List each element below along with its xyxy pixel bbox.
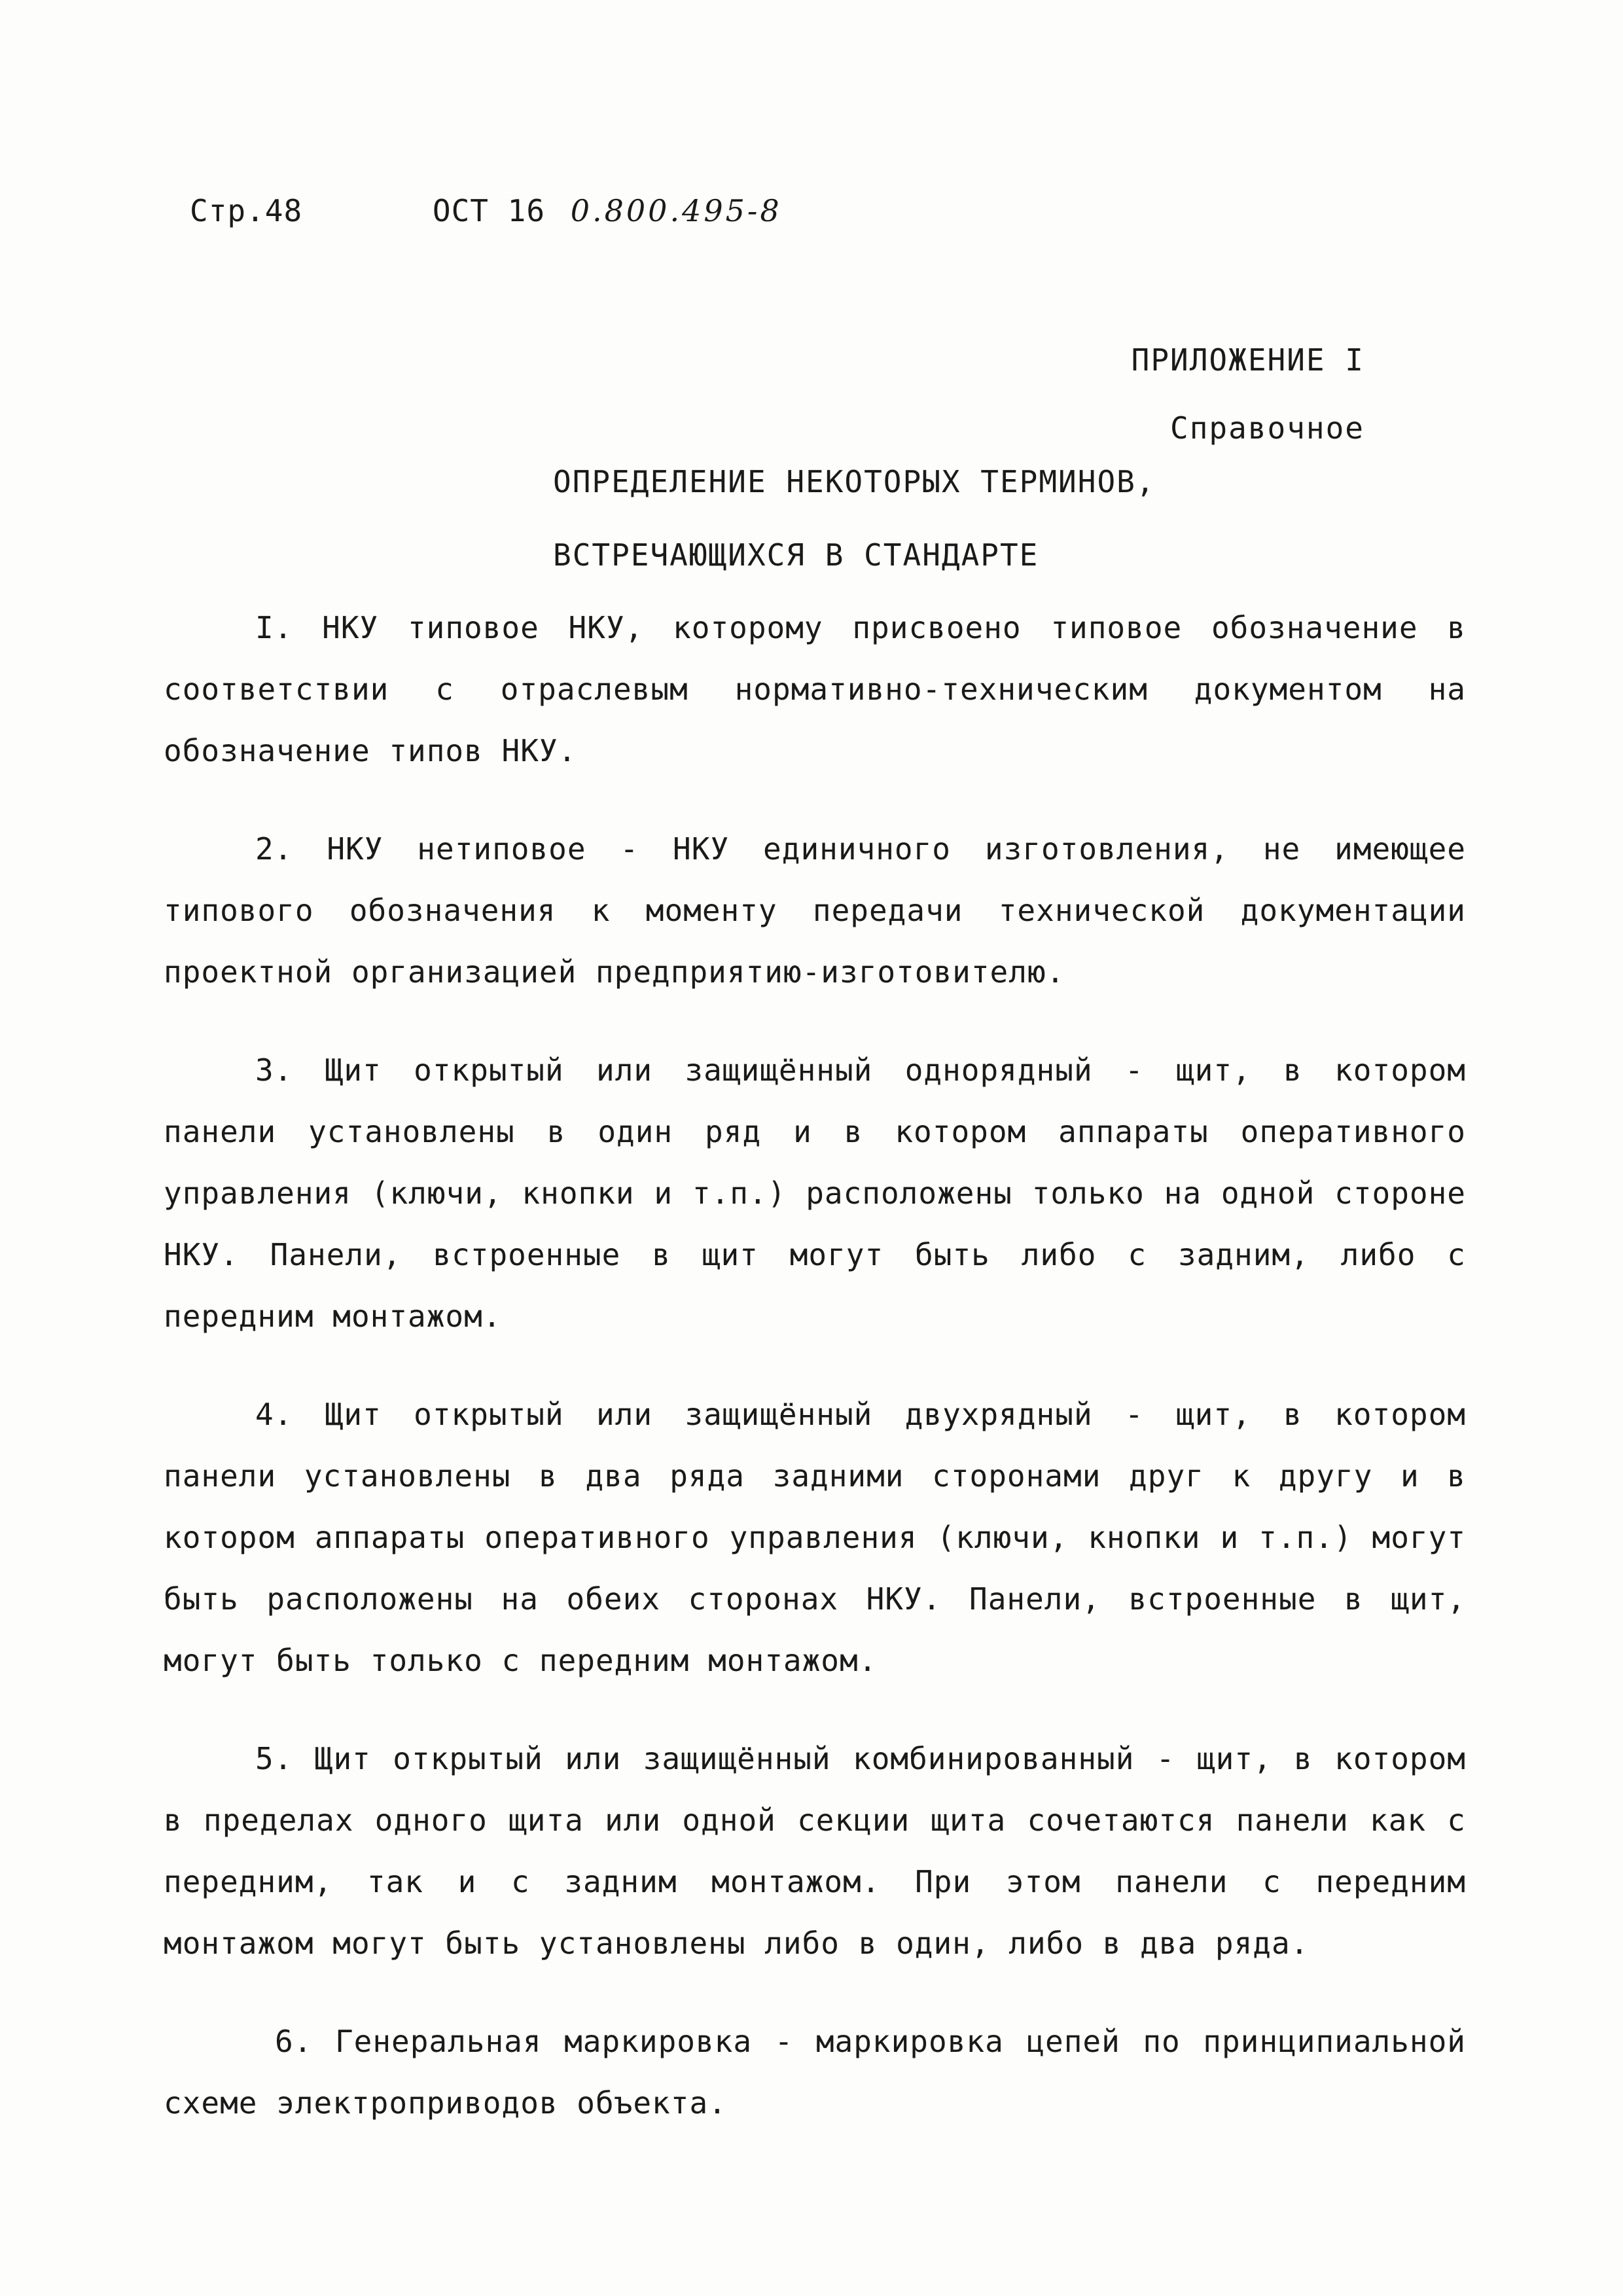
definition-number: I. [255, 610, 293, 645]
definition-text: Генеральная маркировка - маркировка цепей по принципиальной схеме электроприводов объекта. [164, 2024, 1466, 2121]
page-header [190, 193, 782, 228]
definition-paragraph [164, 597, 1466, 781]
definition-number: 6. [275, 2024, 313, 2059]
definition-paragraph [164, 2011, 1466, 2134]
appendix-block [1132, 326, 1364, 462]
definition-number: 2. [255, 831, 293, 867]
title-line-2: ВСТРЕЧАЮЩИХСЯ В СТАНДАРТЕ [553, 537, 1039, 573]
definition-number: 4. [255, 1397, 293, 1432]
definition-text: Щит открытый или защищённый комбинированный - щит, в котором в пределах одного щита или одной секции щита сочетаются панели как с передним, так и с задним монтажом. При этом панели с передним монтажом могут быть установлены либо в один, либо в два ряда. [164, 1741, 1466, 1961]
definition-number: 3. [255, 1052, 293, 1088]
standard-handwritten: 0.800.495-8 [570, 193, 782, 228]
appendix-kind: Справочное [1170, 410, 1364, 446]
standard-designation [433, 193, 782, 228]
standard-printed: ОСТ 16 [432, 193, 546, 228]
definition-number: 5. [255, 1741, 293, 1776]
title-line-1: ОПРЕДЕЛЕНИЕ НЕКОТОРЫХ ТЕРМИНОВ, [553, 464, 1156, 499]
definition-text: Щит открытый или защищённый двухрядный - щит, в котором панели установлены в два ряда задними сторонами друг к другу и в котором аппараты оперативного управления (ключи, кнопки и т.п.) могут быть расположены на обеих сторонах НКУ. Панели, встроенные в щит, могут быть только с передним монтажом. [164, 1397, 1466, 1678]
definition-paragraph [164, 1384, 1466, 1691]
definitions-list [164, 597, 1466, 2170]
definition-text: Щит открытый или защищённый однорядный - щит, в котором панели установлены в один ряд и в котором аппараты оперативного управления (ключи, кнопки и т.п.) расположены только на одной стороне НКУ. Панели, встроенные в щит могут быть либо с задним, либо с передним монтажом. [164, 1052, 1466, 1334]
definition-text: НКУ типовое НКУ, которому присвоено типовое обозначение в соответствии с отраслевым нормативно-техническим документом на обозначение типов НКУ. [164, 610, 1467, 768]
appendix-label: ПРИЛОЖЕНИЕ I [1131, 342, 1364, 378]
definition-paragraph [164, 818, 1466, 1003]
page-number: Стр.48 [190, 193, 303, 228]
definition-text: НКУ нетиповое - НКУ единичного изготовления, не имеющее типового обозначения к моменту передачи технической документации проектной организацией предприятию-изготовителю. [164, 831, 1466, 990]
definition-paragraph [164, 1039, 1466, 1347]
definition-paragraph [164, 1728, 1466, 1974]
document-title [553, 445, 1156, 592]
